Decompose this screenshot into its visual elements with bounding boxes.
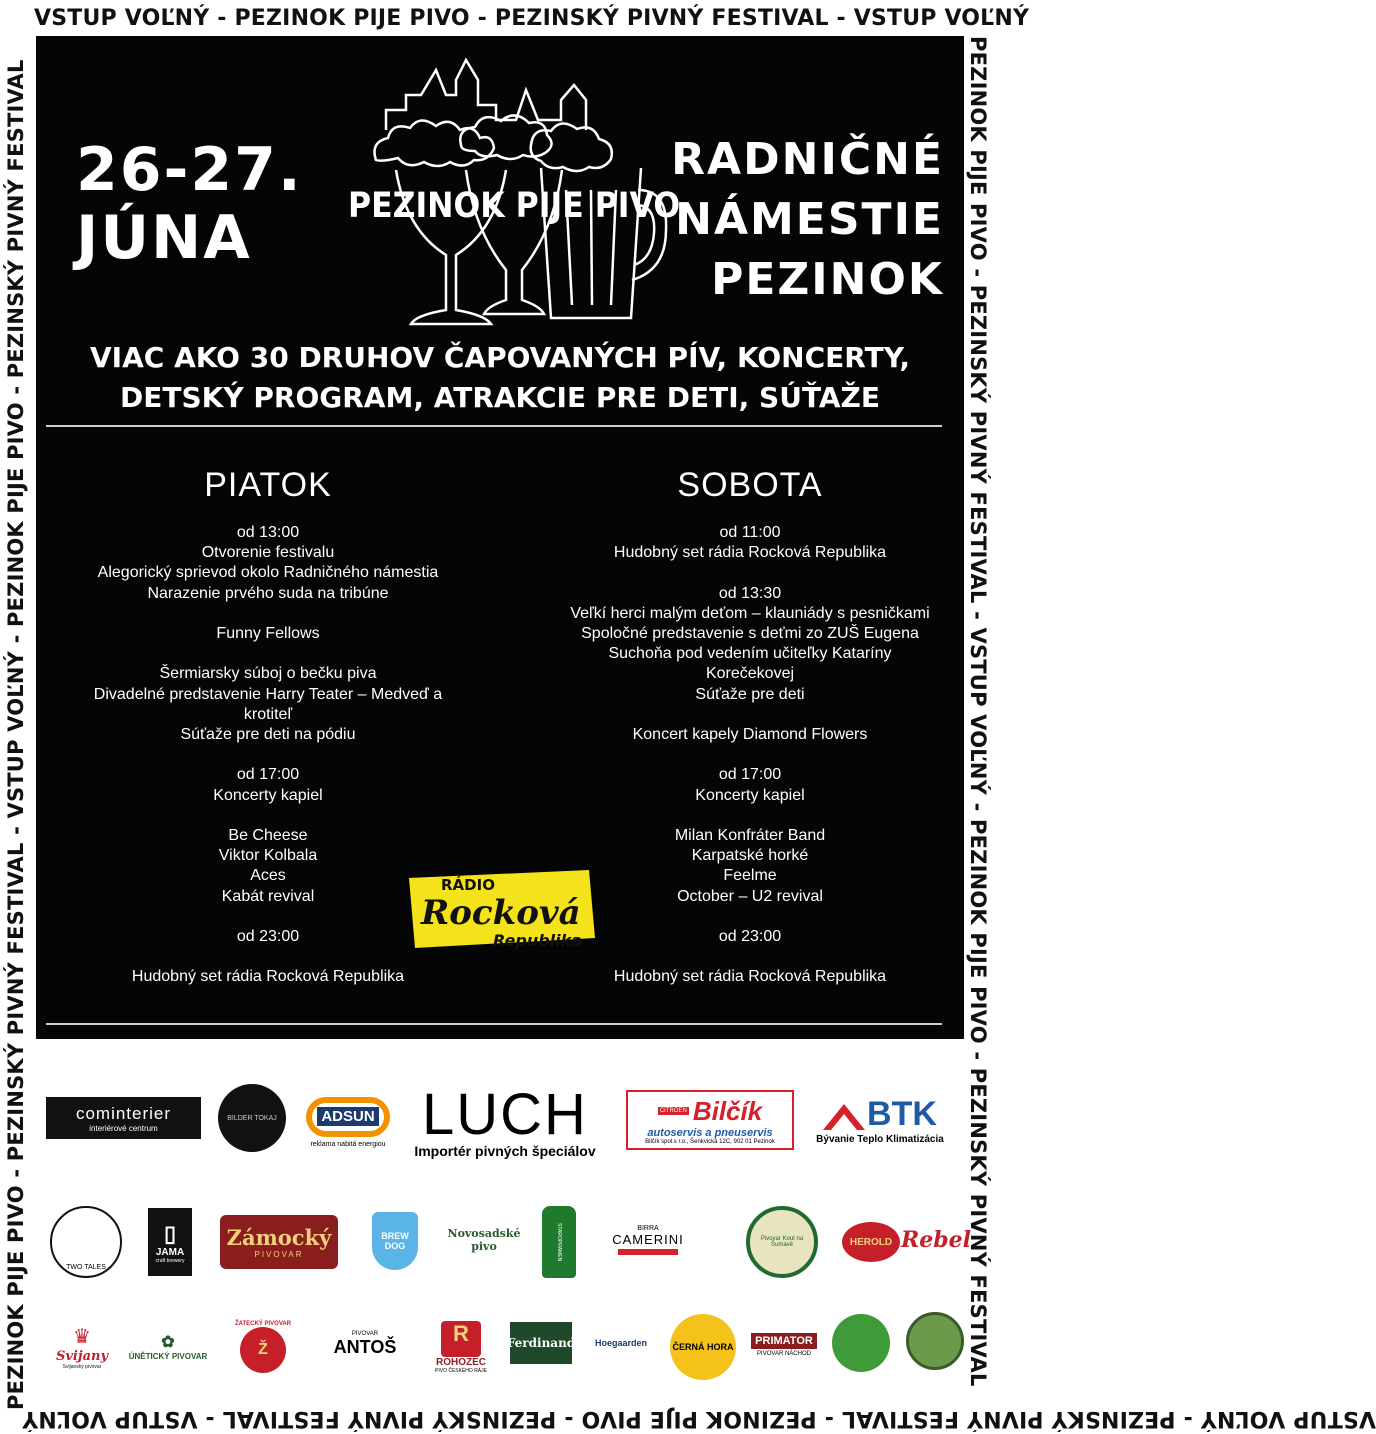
friday-line: Funny Fellows: [216, 625, 320, 642]
herold-logo: HEROLD: [842, 1222, 900, 1262]
radio-logo-line-2: Rocková: [421, 893, 581, 933]
cominterier-logo: cominterier interiérové centrum: [46, 1097, 201, 1139]
novosadske-pivo-logo: Novosadské pivo: [447, 1227, 521, 1253]
friday-line: Divadelné predstavenie Harry Teater – Medveď a: [93, 685, 443, 703]
friday-line: [48, 745, 488, 765]
date-days: 26-27.: [76, 135, 303, 205]
hoegaarden-logo: Hoegaarden: [594, 1338, 647, 1348]
radio-logo-line-3: Republika: [493, 931, 583, 950]
divider-top: [46, 425, 942, 427]
saturday-line: Milan Konfráter Band: [674, 826, 826, 844]
saturday-line: Hudobný set rádia Rocková Republika: [613, 968, 887, 986]
border-text-left: PEZINOK PIJE PIVO - PEZINSKÝ PIVNÝ FESTIVAL - VSTUP VOĽNÝ - PEZINOK PIJE PIVO - PEZINSKÝ PIVNÝ FESTIVAL: [4, 59, 28, 1410]
friday-line: Koncerty kapiel: [213, 786, 323, 804]
friday-line: Be Cheese: [228, 826, 308, 844]
highlights-line-2: DETSKÝ PROGRAM, ATRAKCIE PRE DETI, SÚŤAŽE: [120, 381, 880, 414]
friday-line: Aces: [250, 867, 286, 885]
staropramen-logo: STAROPRAMEN: [542, 1206, 576, 1278]
uneticky-pivovar-logo: ✿ ÚNĚTICKÝ PIVOVAR: [128, 1333, 208, 1361]
round-nature-brewery-logo: [906, 1312, 964, 1370]
btk-logo: BTK Bývanie Teplo Klimatizácia: [816, 1095, 944, 1145]
saturday-line: Koncerty kapiel: [695, 786, 805, 804]
border-text-right: PEZINOK PIJE PIVO - PEZINSKÝ PIVNÝ FESTIVAL - VSTUP VOĽNÝ - PEZINOK PIJE PIVO - PEZINSKÝ PIVNÝ FESTIVAL: [966, 36, 990, 1387]
luch-logo: LUCH Importér pivných špeciálov: [414, 1081, 596, 1159]
saturday-line: Súťaže pre deti: [695, 685, 805, 703]
saturday-line: od 11:00: [719, 524, 781, 541]
brewdog-logo: BREW DOG: [372, 1212, 418, 1270]
friday-line: od 17:00: [236, 766, 300, 784]
radio-logo-line-1: RÁDIO: [441, 876, 495, 894]
rohozec-logo: R ROHOZEC PIVO ČESKÉHO RÁJE: [435, 1320, 487, 1374]
primator-logo: PRIMATOR PIVOVAR NÁCHOD: [748, 1320, 820, 1370]
place-line-2: NÁMESTIE: [675, 194, 944, 245]
rebel-logo: Rebel: [900, 1227, 972, 1253]
friday-line: od 23:00: [236, 927, 300, 945]
kout-na-sumave-logo: Pivovar Kout na Šumavě: [746, 1206, 818, 1278]
event-date: [76, 136, 303, 272]
place-line-1: RADNIČNÉ: [671, 134, 944, 185]
saturday-line: [530, 745, 970, 765]
svijany-logo: ♛ Svijany Svijanský pivovar: [55, 1326, 108, 1370]
two-tales-logo: TWO TALES: [50, 1206, 122, 1278]
border-text-top: VSTUP VOĽNÝ - PEZINOK PIJE PIVO - PEZINSKÝ PIVNÝ FESTIVAL - VSTUP VOĽNÝ: [34, 6, 1030, 31]
saturday-line: Spoločné predstavenie s deťmi zo ZUŠ Eugena: [581, 625, 919, 642]
adsun-logo: ADSUN reklama nabitá energiou: [298, 1082, 398, 1162]
place-line-3: PEZINOK: [711, 254, 944, 305]
saturday-line: Veľkí herci malým deťom – klauniády s pesničkami: [570, 604, 930, 622]
jama-logo: ▯ JAMA craft brewery: [148, 1208, 192, 1276]
friday-line: Viktor Kolbala: [218, 847, 318, 865]
antos-logo: PIVOVAR ANTOŠ: [333, 1330, 397, 1357]
event-poster: [36, 36, 964, 1039]
friday-line: Hudobný set rádia Rocková Republika: [131, 968, 405, 986]
friday-line: Alegorický sprievod okolo Radničného námestia: [97, 564, 439, 582]
friday-line: Šermiarsky súboj o bečku piva: [159, 665, 377, 683]
bilcik-logo: CITROËN Bilčík autoservis a pneuservis Bilčík spol.s r.o., Šenkvická 12C, 902 01 Pezinok: [626, 1090, 794, 1150]
friday-line: Kabát revival: [221, 887, 315, 905]
friday-line: od 13:00: [236, 524, 300, 541]
bilder-logo: BILDER TOKAJ: [218, 1084, 286, 1152]
program-friday-title: PIATOK: [204, 466, 332, 504]
divider-bottom: [46, 1023, 942, 1025]
highlights-line-1: VIAC AKO 30 DRUHOV ČAPOVANÝCH PÍV, KONCERTY,: [90, 341, 910, 374]
saturday-line: [530, 705, 970, 725]
saturday-line: [530, 806, 970, 826]
festival-name: PEZINOK PIJE PIVO: [348, 186, 681, 226]
cerna-hora-logo: ČERNÁ HORA: [670, 1314, 736, 1380]
saturday-line: Hudobný set rádia Rocková Republika: [613, 544, 887, 562]
saturday-line: Korečekovej: [705, 665, 795, 683]
radio-rockova-republika-logo: [401, 866, 601, 956]
zamocky-pivovar-logo: Zámocký PIVOVAR: [220, 1215, 338, 1269]
saturday-line: October – U2 revival: [677, 887, 823, 905]
date-month: JÚNA: [76, 203, 252, 273]
saturday-line: od 17:00: [718, 766, 782, 784]
round-green-brewery-logo: [832, 1314, 890, 1372]
border-text-bottom: VSTUP VOĽNÝ - PEZINSKÝ PIVNÝ FESTIVAL - PEZINOK PIJE PIVO - PEZINSKÝ PIVNÝ FESTIVAL - VSTUP VOĽNÝ: [22, 1406, 1376, 1431]
saturday-line: Karpatské horké: [691, 847, 809, 865]
friday-line: Súťaže pre deti na pódiu: [180, 726, 356, 743]
saturday-line: Feelme: [723, 867, 777, 885]
ferdinand-logo: Ferdinand: [510, 1322, 572, 1364]
friday-line: Otvorenie festivalu: [201, 544, 335, 562]
friday-line: Narazenie prvého suda na tribúne: [147, 584, 389, 602]
program-saturday-title: SOBOTA: [677, 466, 823, 504]
zatecky-pivovar-logo: ŽATECKÝ PIVOVAR Ž: [232, 1310, 294, 1384]
saturday-line: Suchoňa pod vedením učiteľky Kataríny: [608, 645, 892, 663]
roof-icon: [823, 1100, 865, 1130]
event-highlights: [36, 338, 964, 418]
friday-line: [48, 644, 488, 664]
event-place: [671, 130, 944, 310]
saturday-line: od 23:00: [718, 927, 782, 945]
friday-line: krotiteľ: [243, 705, 293, 723]
friday-line: [48, 604, 488, 624]
sponsor-logos: [36, 1040, 972, 1400]
camerini-logo: BIRRA CAMERINI: [606, 1220, 690, 1260]
saturday-line: Koncert kapely Diamond Flowers: [632, 726, 868, 743]
saturday-line: od 13:30: [718, 584, 782, 602]
friday-line: [48, 806, 488, 826]
saturday-line: [530, 563, 970, 583]
